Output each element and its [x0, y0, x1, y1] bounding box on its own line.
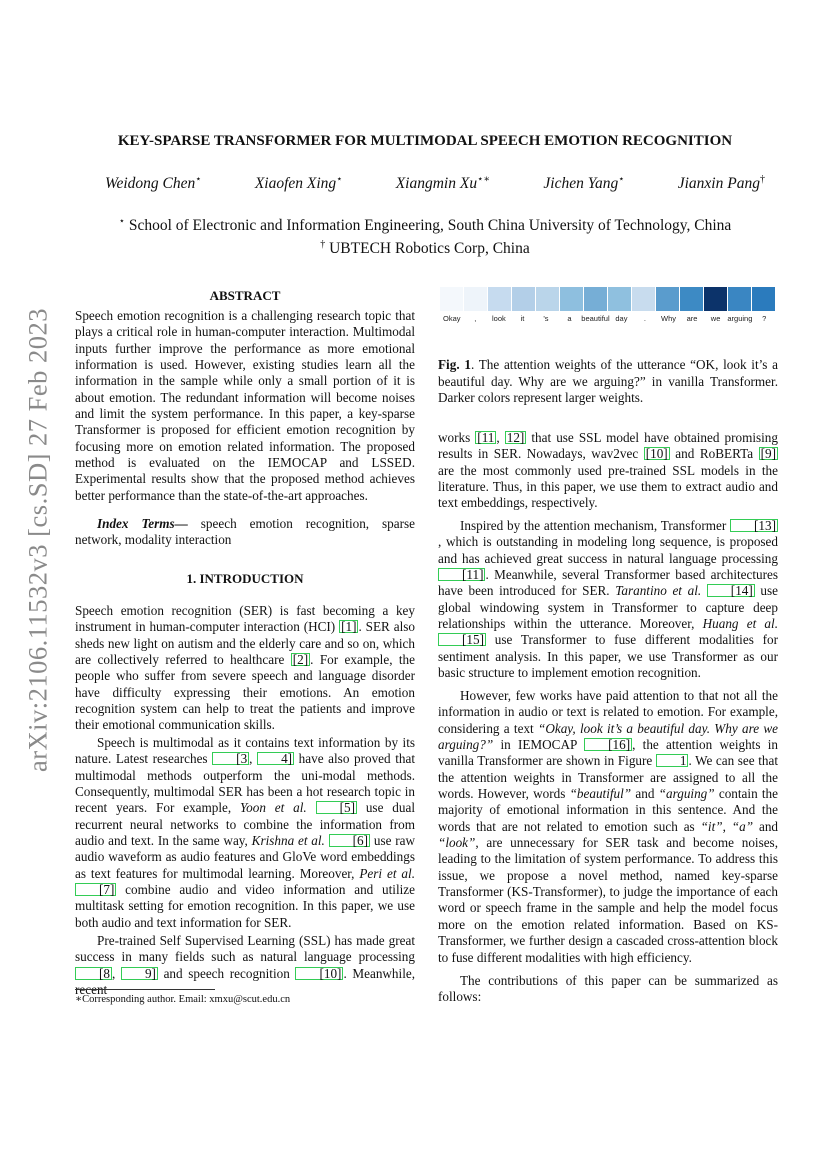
- body-paragraph: works [11 , 12] that use SSL model have obtained promising results in SER. Nowadays, wav2vec [10] and RoBERTa [9] are the most commonly used pre-trained SSL models in the literature. Thus, in this paper, we use them to extract audio and text embeddings, respectively.: [438, 430, 778, 511]
- body-paragraph: Speech is multimodal as it contains text information by its nature. Latest researches [3 , 4] have also proved that multimodal methods outperform the uni-modal methods. Consequently, multimodal SER has been a hot research topic in recent years. For example, Yoon et al. [5] use dual recurrent neural networks to combine the information from audio and text. In the same way, Krishna et al. [6] use raw audio waveform as audio features and GloVe word embeddings as text features for multimodal learning. Moreover, Peri et al. [7] combine audio and video information and utilize multitask setting for emotion recognition. In this paper, we use both audio and text information for SER.: [75, 735, 416, 930]
- heatmap-word: it: [520, 314, 525, 323]
- paper-title: KEY-SPARSE TRANSFORMER FOR MULTIMODAL SPEECH EMOTION RECOGNITION: [117, 133, 733, 149]
- body-paragraph: Inspired by the attention mechanism, Transformer [13], which is outstanding in modeling long sequence, is proposed and has achieved great success in natural language processing [11] . Meanwhile, several Transformer based architectures have been introduced for SER. Tarantino et al. [14] use global windowing system in Transformer to capture deep relationships within the utterance. Moreover, Huang et al. [15] use Transformer to fuse different modalities for sentiment analysis. In this paper, we use Transformer as our basic structure to implement emotion recognition.: [438, 518, 778, 681]
- heatmap-word-labels: [440, 314, 776, 323]
- heatmap-cell: [656, 287, 680, 311]
- heatmap-cell: [680, 287, 704, 311]
- affiliation: ⋆ School of Electronic and Information Engineering, South China University of Technology, China: [118, 216, 732, 235]
- heatmap-cell: [608, 287, 632, 311]
- heatmap-cell: [560, 287, 584, 311]
- heatmap-word: .: [643, 314, 646, 323]
- author: Xiaofen Xing⋆: [254, 174, 343, 193]
- section-heading: 1. INTRODUCTION: [186, 571, 304, 586]
- arxiv-id: arXiv:2106.11532v3 [cs.SD] 27 Feb 2023: [22, 307, 53, 773]
- heatmap-word: ?: [762, 314, 767, 323]
- heatmap-word: 's: [543, 314, 549, 323]
- body-paragraph: Pre-trained Self Supervised Learning (SSL) has made great success in many fields such as natural language processing [8 , 9] and speech recognition [10] . Meanwhile, recent: [75, 933, 416, 998]
- heatmap-word: Why: [661, 314, 676, 323]
- heatmap-cell: [512, 287, 536, 311]
- body-paragraph: Speech emotion recognition (SER) is fast becoming a key instrument in human-computer interaction (HCI) [1] . SER also sheds new light on autism and the elderly care and so on, which are collectively referred to healthcare [2] . For example, the people who suffer from severe speech and language disorder have difficulty expressing their emotions. An emotion recognition system can help to treat the patients and improve their emotional communication skills.: [75, 603, 415, 733]
- body-paragraph: However, few works have paid attention to that not all the information in audio or text is related to emotion. For example, considering a text “Okay, look it’s a beautiful day. Why are we arguing?” in IEMOCAP [16] , the attention weights in vanilla Transformer are shown in Figure 1 . We can see that the attention weights in Transformer are assigned to all the words. However, words “beautiful” and “arguing” contain the majority of emotional information in this sentence. And the words that are not related to emotion such as “it”, “a” and “look”, are unnecessary for SER task and become noises, leading to the limitation of system performance. To address this issue, we propose a novel method, named key-sparse Transformer (KS-Transformer), to judge the importance of each word or speech frame in the sample and help the model focus more on the emotion related information. Based on KS-Transformer, we further design a cascaded cross-attention block to fuse different modalities with high efficiency.: [438, 688, 779, 965]
- heatmap-word: ,: [474, 314, 477, 323]
- heatmap-cell: [440, 287, 464, 311]
- footnote: ∗Corresponding author. Email: xmxu@scut.edu.cn: [75, 994, 291, 1005]
- heatmap-cell: [632, 287, 656, 311]
- heatmap-cell: [536, 287, 560, 311]
- author: Xiangmin Xu⋆∗: [395, 174, 491, 193]
- footnote-rule: [75, 989, 215, 990]
- figure-caption: Fig. 1. The attention weights of the utterance “OK, look it’s a beautiful day. Why are we arguing?” in vanilla Transformer. Darker colors represent larger weights.: [438, 357, 778, 405]
- attention-heatmap: [440, 287, 776, 311]
- abstract-text: Speech emotion recognition is a challenging research topic that plays a critical role in human-computer interaction. Multimodal inputs further improve the performance as more emotional information is used. However, existing studies learn all the information in the sample while only a small portion of it is about emotion. The redundant information will become noises and limit the system performance. In this paper, a key-sparse Transformer is proposed for efficient emotion recognition by focusing more on emotion related information. The proposed method is evaluated on the IEMOCAP and LSSED. Experimental results show that the proposed method achieves better performance than the state-of-the-art approaches.: [75, 308, 415, 503]
- heatmap-word: beautiful: [581, 314, 610, 323]
- affiliations: [75, 212, 775, 258]
- heatmap-word: Okay: [443, 314, 461, 323]
- heatmap-word: a: [567, 314, 572, 323]
- author: Jichen Yang⋆: [543, 174, 625, 193]
- heatmap-word: are: [686, 314, 698, 323]
- author: Weidong Chen⋆: [105, 174, 202, 193]
- heatmap-cell: [752, 287, 776, 311]
- heatmap-word: we: [710, 314, 721, 323]
- heatmap-word: day: [615, 314, 628, 323]
- index-terms: Index Terms— speech emotion recognition, sparse network, modality interaction: [75, 516, 415, 548]
- author-list: [105, 174, 765, 193]
- affiliation: † UBTECH Robotics Corp, China: [320, 239, 530, 258]
- heatmap-word: arguing: [727, 314, 753, 323]
- heatmap-cell: [584, 287, 608, 311]
- heatmap-cell: [728, 287, 752, 311]
- body-paragraph: The contributions of this paper can be summarized as follows:: [438, 973, 778, 1005]
- heatmap-cell: [704, 287, 728, 311]
- heatmap-cell: [488, 287, 512, 311]
- arxiv-sidebar: [18, 220, 58, 860]
- heatmap-cell: [464, 287, 488, 311]
- abstract-heading: ABSTRACT: [209, 288, 281, 303]
- author: Jianxin Pang†: [677, 174, 765, 193]
- heatmap-word: look: [491, 314, 506, 323]
